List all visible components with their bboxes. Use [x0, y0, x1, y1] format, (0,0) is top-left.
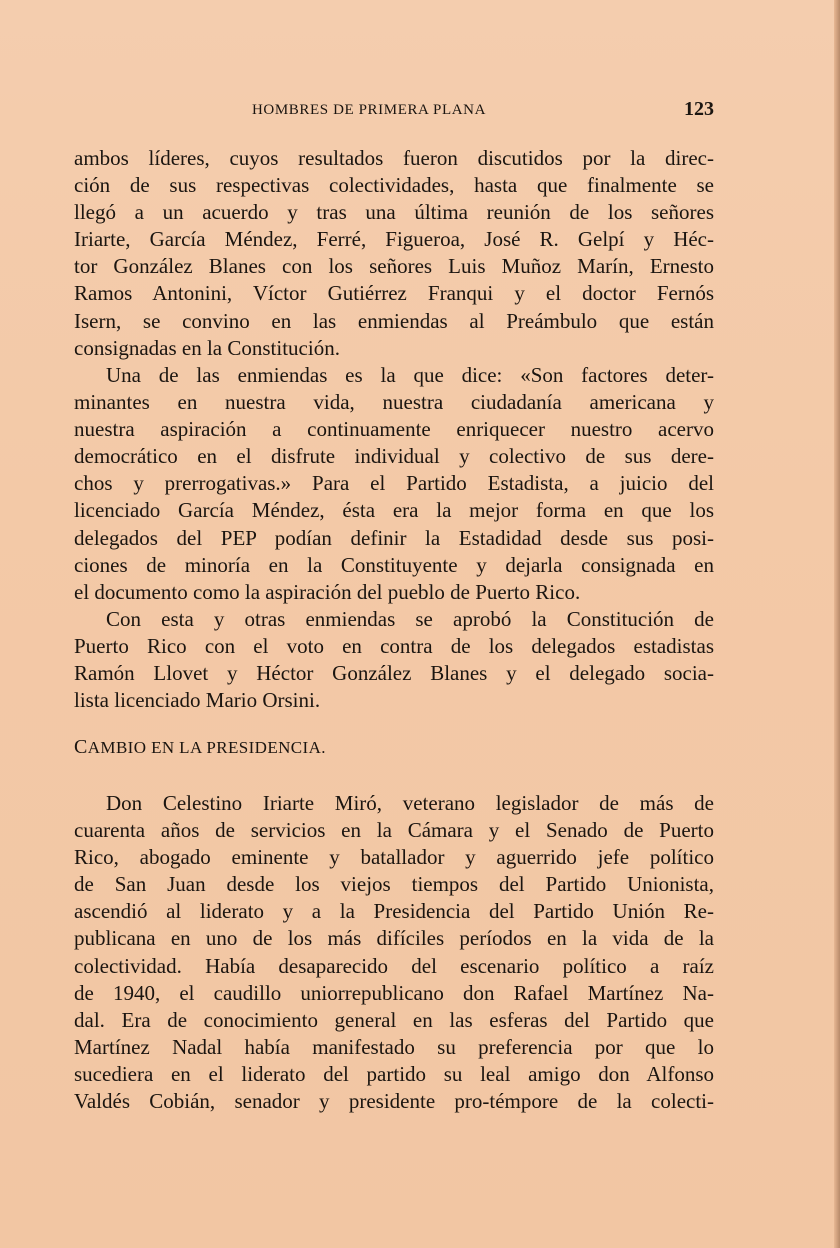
paragraph-2: [74, 362, 714, 606]
text-line: publicana en uno de los más difíciles períodos en la vida de la: [74, 926, 714, 951]
text-line: consignadas en la Constitución.: [74, 335, 340, 360]
text-line: Rico, abogado eminente y batallador y aguerrido jefe político: [74, 845, 714, 870]
text-line: Iriarte, García Méndez, Ferré, Figueroa, José R. Gelpí y Héc-: [74, 227, 714, 252]
text-line: Isern, se convino en las enmiendas al Preámbulo que están: [74, 308, 714, 333]
page-number: 123: [684, 98, 714, 120]
text-line: licenciado García Méndez, ésta era la mejor forma en que los: [74, 498, 714, 523]
text-line: cuarenta años de servicios en la Cámara y el Senado de Puerto: [74, 818, 714, 843]
section-heading-text: AMBIO EN LA PRESIDENCIA.: [87, 738, 326, 757]
text-line: Ramón Llovet y Héctor González Blanes y el delegado socia-: [74, 661, 714, 686]
text-line: colectividad. Había desaparecido del escenario político a raíz: [74, 953, 714, 978]
text-line: llegó a un acuerdo y tras una última reunión de los señores: [74, 200, 714, 225]
paragraph-1: [74, 145, 714, 362]
text-line: nuestra aspiración a continuamente enriquecer nuestro acervo: [74, 417, 714, 442]
text-line: sucediera en el liderato del partido su leal amigo don Alfonso: [74, 1061, 714, 1086]
text-line: chos y prerrogativas.» Para el Partido Estadista, a juicio del: [74, 471, 714, 496]
text-line: democrático en el disfrute individual y colectivo de sus dere-: [74, 444, 714, 469]
text-line: dal. Era de conocimiento general en las esferas del Partido que: [74, 1007, 714, 1032]
text-line: lista licenciado Mario Orsini.: [74, 688, 321, 713]
text-line: delegados del PEP podían definir la Estadidad desde sus posi-: [74, 525, 714, 550]
section-heading-initial: C: [74, 736, 88, 758]
text-line: de 1940, el caudillo uniorrepublicano don Rafael Martínez Na-: [74, 980, 714, 1005]
paragraph-3: [74, 606, 714, 714]
text-line: ascendió al liderato y a la Presidencia del Partido Unión Re-: [74, 899, 714, 924]
text-line: de San Juan desde los viejos tiempos del Partido Unionista,: [74, 872, 714, 897]
paragraph-4: [74, 790, 714, 1115]
page-edge: [834, 0, 840, 1248]
text-line: ambos líderes, cuyos resultados fueron discutidos por la direc-: [74, 146, 714, 170]
text-line: Puerto Rico con el voto en contra de los delegados estadistas: [74, 634, 714, 659]
text-line: minantes en nuestra vida, nuestra ciudadanía americana y: [74, 390, 714, 415]
running-title: HOMBRES DE PRIMERA PLANA: [252, 102, 487, 118]
text-line: el documento como la aspiración del pueblo de Puerto Rico.: [74, 579, 581, 604]
text-line: ción de sus respectivas colectividades, hasta que finalmente se: [74, 173, 714, 198]
text-line: Una de las enmiendas es la que dice: «Son factores deter-: [106, 363, 714, 387]
text-line: ciones de minoría en la Constituyente y dejarla consignada en: [74, 552, 714, 577]
text-line: tor González Blanes con los señores Luis Muñoz Marín, Ernesto: [74, 254, 714, 279]
text-line: Con esta y otras enmiendas se aprobó la Constitución de: [106, 607, 714, 631]
text-line: Don Celestino Iriarte Miró, veterano legislador de más de: [106, 791, 714, 815]
text-line: Ramos Antonini, Víctor Gutiérrez Franqui y el doctor Fernós: [74, 281, 714, 306]
text-line: Martínez Nadal había manifestado su preferencia por que lo: [74, 1034, 714, 1059]
text-line: Valdés Cobián, senador y presidente pro-témpore de la colecti-: [74, 1089, 714, 1114]
running-header: [74, 98, 714, 126]
section-heading: [74, 736, 326, 759]
